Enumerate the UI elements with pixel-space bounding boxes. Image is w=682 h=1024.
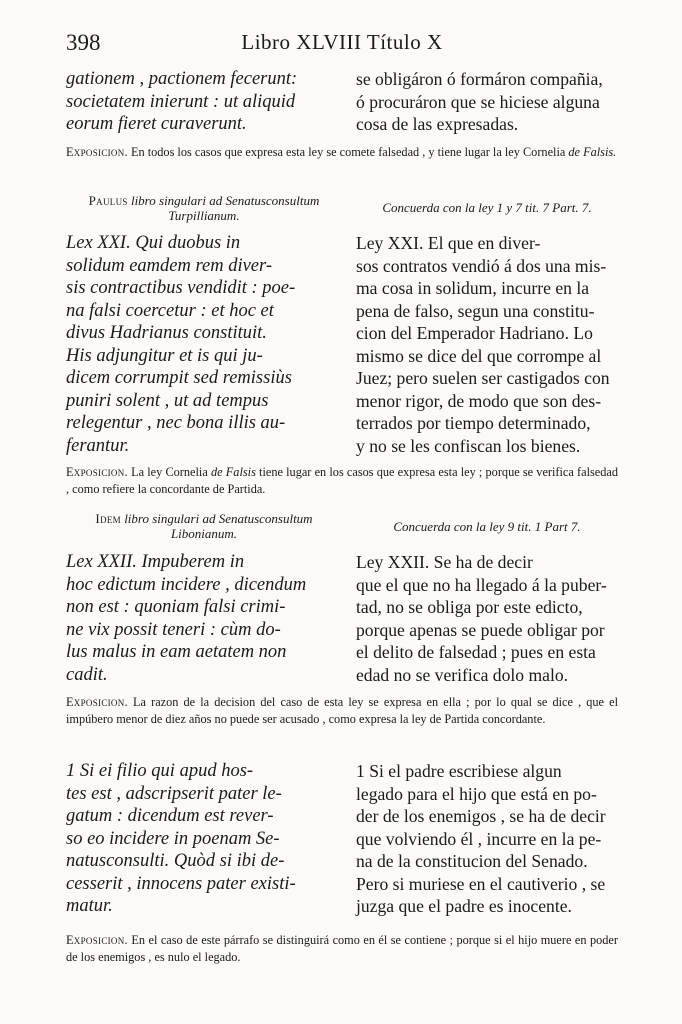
text-line: cion del Emperador Hadriano. Lo xyxy=(356,323,593,343)
text-line: na falsi coercetur : et hoc et xyxy=(66,300,274,321)
exposicion-text: En el caso de este párrafo se distinguirá como en él se contiene ; porque si el hijo muere en poder de los enemigos , es nulo el legado. xyxy=(66,933,618,964)
text-line: hoc edictum incidere , dicendum xyxy=(66,574,307,595)
spanish-law-22 xyxy=(356,551,618,686)
text-line: dicem corrumpit sed remissiùs xyxy=(66,368,292,388)
exposicion-label: Exposicion. xyxy=(66,465,128,479)
source-author: Paulus xyxy=(88,193,128,208)
exposicion-3 xyxy=(66,694,618,728)
text-line: legado para el hijo que está en po- xyxy=(356,783,597,804)
text-line: gationem , pactionem fecerunt: xyxy=(66,69,298,89)
text-line: sis contractibus vendidit : poe- xyxy=(66,278,296,298)
text-line: 1 Si ei filio qui apud hos- xyxy=(66,761,254,781)
text-line: que volviendo él , incurre en la pe- xyxy=(356,828,602,849)
source-line-22 xyxy=(66,511,342,541)
text-line: societatem inierunt : ut aliquid xyxy=(66,91,296,112)
exposicion-2 xyxy=(66,464,618,498)
exposicion-label: Exposicion. xyxy=(66,933,128,947)
text-line: pena de falso, segun una constitu- xyxy=(356,300,595,321)
text-line: puniri solent , ut ad tempus xyxy=(66,390,269,411)
text-line: relegentur , nec bona illis au- xyxy=(66,413,286,433)
text-line: Ley XXI. El que en diver- xyxy=(356,233,541,253)
text-line: tes est , adscripserit pater le- xyxy=(66,783,282,804)
text-line: non est : quoniam falsi crimi- xyxy=(66,597,286,617)
source-line-21 xyxy=(66,193,342,223)
text-line: Pero si muriese en el cautiverio , se xyxy=(356,873,606,894)
source-author: Idem xyxy=(95,511,121,526)
source-text: libro singulari ad Senatusconsultum xyxy=(120,511,313,526)
spanish-law-21 xyxy=(356,232,618,457)
text-line: mismo se dice del que corrompe al xyxy=(356,345,602,366)
text-line: lus malus in eam aetatem non xyxy=(66,642,287,662)
text-line: edad no se verifica dolo malo. xyxy=(356,664,569,685)
text-line: His adjungitur et is qui ju- xyxy=(66,345,263,366)
text-line: natusconsulti. Quòd si ibi de- xyxy=(66,851,285,871)
text-line: Juez; pero suelen ser castigados con xyxy=(356,368,610,388)
running-title: Libro XLVIII Título X xyxy=(241,30,443,54)
text-line: ferantur. xyxy=(66,435,130,456)
text-line: divus Hadrianus constituit. xyxy=(66,323,267,343)
exposicion-italic: de Falsis xyxy=(211,465,256,479)
text-line: ó procuráron que se hiciese alguna xyxy=(356,91,600,112)
text-line: cesserit , innocens pater existi- xyxy=(66,873,296,894)
text-line: el delito de falsedad ; pues en esta xyxy=(356,642,596,662)
exposicion-text-b: tiene lugar en los casos que expresa esta ley ; porque se verifica falsedad , como refiere la concordante de Partida. xyxy=(66,465,618,496)
source-text-2: Libonianum. xyxy=(170,526,238,541)
text-line: eorum fieret curaverunt. xyxy=(66,114,247,134)
text-line: der de los enemigos , se ha de decir xyxy=(356,806,606,826)
text-line: 1 Si el padre escribiese algun xyxy=(356,761,562,781)
page-number: 398 xyxy=(66,30,101,55)
latin-continuation xyxy=(66,68,342,136)
exposicion-italic: de Falsis. xyxy=(568,145,617,159)
source-text: libro singulari ad Senatusconsultum xyxy=(127,193,320,208)
text-line: Lex XXII. Impuberem in xyxy=(66,552,245,572)
concordance-22: Concuerda con la ley 9 tit. 1 Part 7. xyxy=(393,519,581,534)
text-line: so eo incidere in poenam Se- xyxy=(66,828,280,849)
text-line: porque apenas se puede obligar por xyxy=(356,619,605,640)
latin-law-21 xyxy=(66,232,342,457)
text-line: tad, no se obliga por este edicto, xyxy=(356,597,583,617)
text-line: Lex XXI. Qui duobus in xyxy=(66,233,241,253)
text-line: Ley XXII. Se ha de decir xyxy=(356,552,533,572)
latin-law-22 xyxy=(66,551,342,686)
text-line: se obligáron ó formáron compañia, xyxy=(356,69,603,89)
exposicion-text: La ley Cornelia xyxy=(127,465,211,479)
text-line: que el que no ha llegado á la puber- xyxy=(356,574,607,595)
text-line: cosa de las expresadas. xyxy=(356,114,519,134)
exposicion-4 xyxy=(66,932,618,966)
text-line: cadit. xyxy=(66,664,108,685)
spanish-continuation xyxy=(356,68,618,136)
text-line: terrados por tiempo determinado, xyxy=(356,413,591,433)
spanish-paragraph-1 xyxy=(356,760,618,918)
exposicion-label: Exposicion. xyxy=(66,695,128,709)
exposicion-text: La razon de la decision del caso de esta ley se expresa en ella ; por lo qual se dice , que el impúbero menor de diez años no puede ser acusado , como expresa la ley de Partida concordante. xyxy=(66,695,618,726)
text-line: menor rigor, de modo que son des- xyxy=(356,390,602,411)
text-line: matur. xyxy=(66,896,113,916)
exposicion-label: Exposicion. xyxy=(66,145,128,159)
text-line: sos contratos vendió á dos una mis- xyxy=(356,255,607,276)
latin-paragraph-1 xyxy=(66,760,342,918)
exposicion-text: En todos los casos que expresa esta ley se comete falsedad , y tiene lugar la ley Cornelia xyxy=(127,145,569,159)
page-header xyxy=(66,30,618,60)
exposicion-1 xyxy=(66,144,618,161)
text-line: juzga que el padre es inocente. xyxy=(356,896,572,916)
text-line: ne vix possit teneri : cùm do- xyxy=(66,619,281,640)
text-line: na de la constitucion del Senado. xyxy=(356,851,588,871)
concordance-21: Concuerda con la ley 1 y 7 tit. 7 Part. 7. xyxy=(382,200,592,215)
text-line: gatum : dicendum est rever- xyxy=(66,806,274,826)
source-text-2: Turpillianum. xyxy=(168,208,240,223)
text-line: y no se les confiscan los bienes. xyxy=(356,435,581,456)
text-line: solidum eamdem rem diver- xyxy=(66,255,272,276)
text-line: ma cosa in solidum, incurre en la xyxy=(356,278,590,298)
